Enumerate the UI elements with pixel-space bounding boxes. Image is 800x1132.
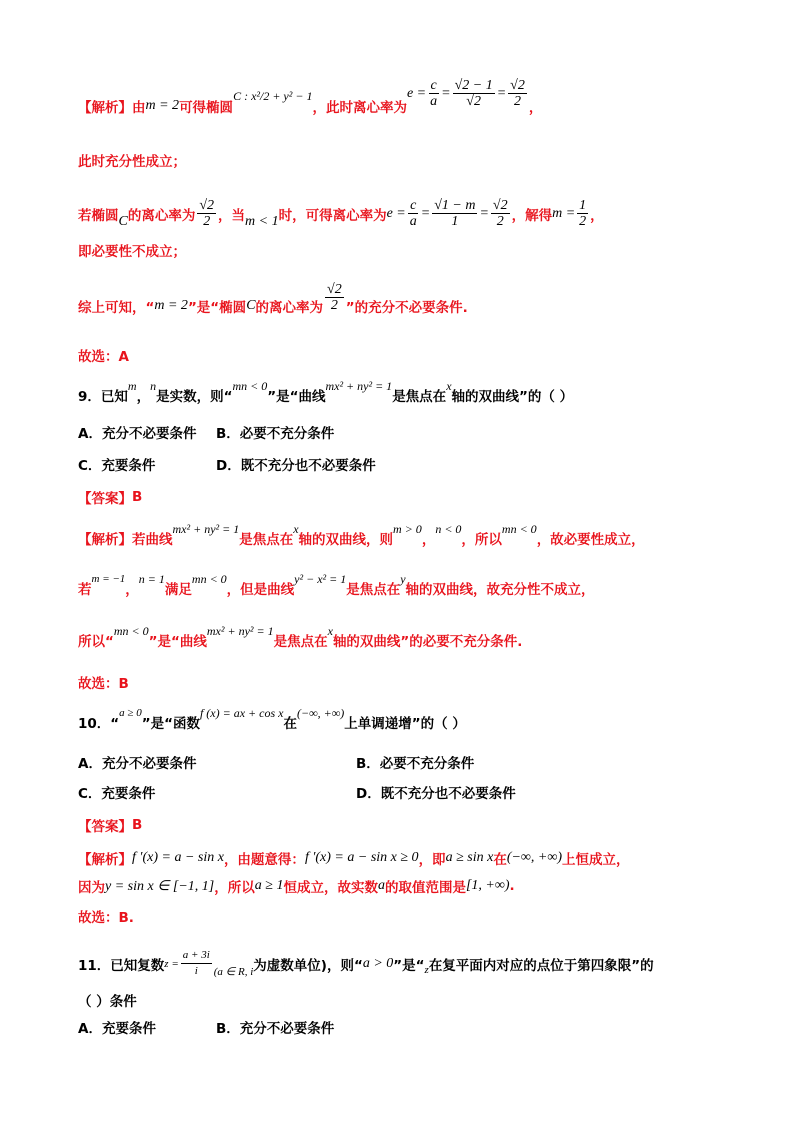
math-expression: C : x²/2 + y² − 1 bbox=[233, 89, 313, 103]
math-fraction: $\frac{√2}{2}$ bbox=[492, 198, 508, 229]
math-fraction: $\frac{√2}{2}$ bbox=[510, 78, 525, 109]
math-expression: C bbox=[118, 213, 128, 229]
answer-line: 故选：B bbox=[78, 676, 129, 692]
math-fraction: $\frac{c}{a}$ bbox=[430, 78, 438, 109]
answer-line: 【答案】 B bbox=[78, 489, 143, 507]
solution-line: 【解析】 若曲线 mx² + ny² = 1 是焦点在 x 轴的双曲线，则 m > 0 ， n < 0 ，所以 mn < 0 ，故必要性成立， bbox=[78, 521, 645, 548]
math-fraction: $\frac{√2}{2}$ bbox=[199, 198, 215, 229]
answer-line: 故选：A bbox=[78, 349, 129, 365]
math-fraction: $\frac{√1 - m}{1}$ bbox=[434, 198, 476, 229]
math-fraction: $\frac{√2}{2}$ bbox=[327, 282, 342, 313]
option-b: B．充分不必要条件 bbox=[216, 1021, 335, 1037]
math-expression: e = bbox=[406, 85, 427, 101]
option-b: B．必要不充分条件 bbox=[356, 756, 475, 772]
solution-line: 综上可知，“ m = 2 ”是“椭圆 C 的离心率为 $\frac{√2}{2}$ ”的充分不必要条件. bbox=[78, 282, 468, 316]
solution-line: 若椭圆 C 的离心率为 $\frac{√2}{2}$ ，当 m < 1 时，可得离心率为 e = $\frac{c}{a}$ = $\frac{√1 - m}{1}$ = $\frac{√2}{2}$ ，解得 m = $\frac{1}{2}$ ， bbox=[78, 198, 604, 229]
solution-line: 【解析】 f ′(x) = a − sin x ，由题意得： f ′(x) = a − sin x ≥ 0 ，即 a ≥ sin x 在 (−∞, +∞) 上恒成立， bbox=[78, 850, 630, 868]
solution-label: 【解析】 bbox=[78, 99, 132, 116]
answer-line: 【答案】 B bbox=[78, 817, 143, 835]
solution-line: 因为 y = sin x ∈ [−1, 1] ，所以 a ≥ 1 恒成立，故实数 a 的取值范围是 [1, +∞) . bbox=[78, 878, 515, 896]
option-a: A．充要条件 bbox=[78, 1021, 156, 1037]
question-11: 11．已知复数 z = $\frac{a + 3i}{i}$ (a ∈ R, i 为虚数单位)，则“ a > 0 ”是“ z 在复平面内对应的点位于第四象限”的 bbox=[78, 949, 654, 978]
question-10: 10．“ a ≥ 0 ”是“函数 f (x) = ax + cos x 在 (−∞, +∞) 上单调递增”的（ ） bbox=[78, 705, 466, 732]
option-a: A．充分不必要条件 bbox=[78, 756, 197, 772]
question-9: 9．已知 m ， n 是实数，则“ mn < 0 ”是“曲线 mx² + ny² = 1 是焦点在 x 轴的双曲线”的（ ） bbox=[78, 378, 574, 405]
solution-line: 此时充分性成立； bbox=[78, 154, 186, 170]
math-fraction: $\frac{1}{2}$ bbox=[579, 198, 587, 229]
math-expression: m < 1 bbox=[245, 213, 279, 229]
solution-line: 所以“ mn < 0 ”是“曲线 mx² + ny² = 1 是焦点在 x 轴的双曲线”的必要不充分条件. bbox=[78, 623, 523, 650]
math-expression: m = 2 bbox=[145, 97, 180, 113]
math-fraction: $\frac{a + 3i}{i}$ bbox=[182, 949, 210, 977]
option-b: B．必要不充分条件 bbox=[216, 426, 335, 442]
solution-line: 若 m = −1 ， n = 1 满足 mn < 0 ，但是曲线 y² − x² = 1 是焦点在 y 轴的双曲线，故充分性不成立， bbox=[78, 571, 595, 598]
question-11-line2: （ ）条件 bbox=[78, 994, 137, 1010]
option-c: C．充要条件 bbox=[78, 786, 156, 802]
option-c: C．充要条件 bbox=[78, 458, 156, 474]
solution-line: 【解析】 由 m = 2 可得椭圆 C : x²/2 + y² − 1 ，此时离心率为 e = $\frac{c}{a}$ = $\frac{√2 - 1}{√2}$ = $\frac{√2}{2}$ ， bbox=[78, 78, 543, 116]
answer-line: 故选：B. bbox=[78, 910, 134, 926]
math-fraction: $\frac{√2 - 1}{√2}$ bbox=[454, 78, 493, 109]
option-a: A．充分不必要条件 bbox=[78, 426, 197, 442]
math-fraction: $\frac{c}{a}$ bbox=[409, 198, 417, 229]
option-d: D．既不充分也不必要条件 bbox=[356, 786, 516, 802]
option-d: D．既不充分也不必要条件 bbox=[216, 458, 376, 474]
solution-line: 即必要性不成立； bbox=[78, 244, 186, 260]
